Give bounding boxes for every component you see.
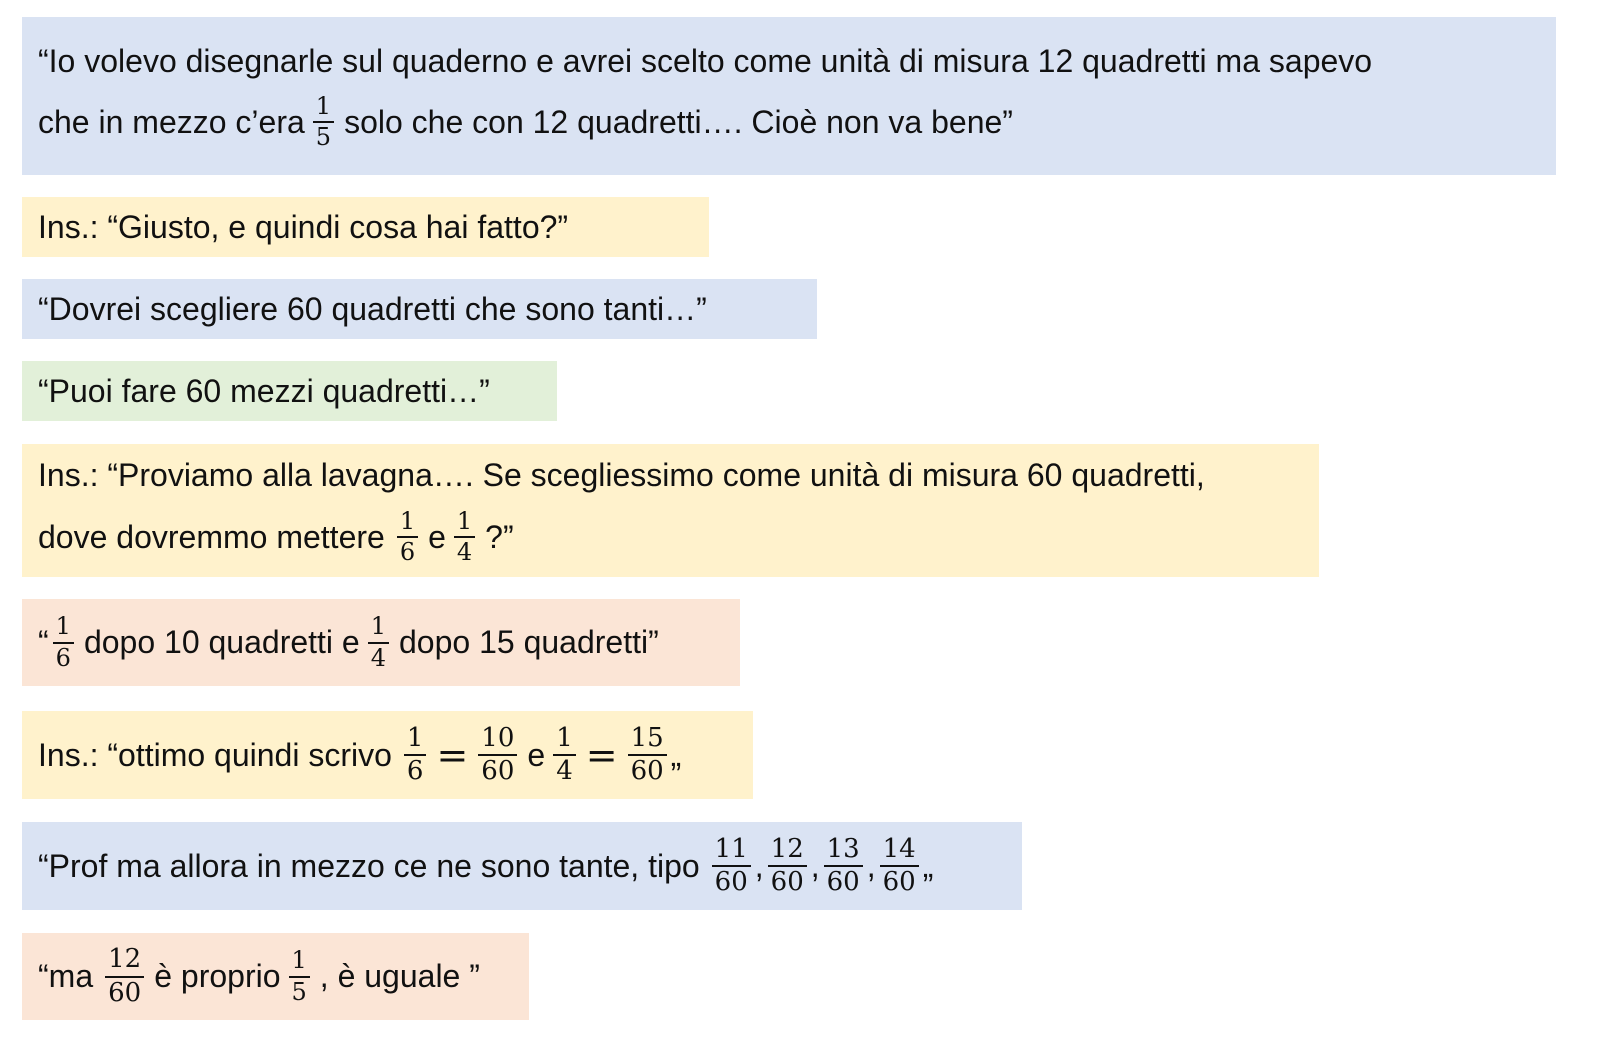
fraction <box>53 614 74 670</box>
fraction-numerator: 15 <box>628 725 667 756</box>
dialogue-text: Ins.: “ottimo quindi scrivo <box>38 736 392 773</box>
fraction-denominator: 6 <box>55 643 71 672</box>
dialogue-line-1 <box>22 17 1556 175</box>
dialogue-text: solo che con 12 quadretti…. Cioè non va bene” <box>344 103 1013 140</box>
fraction-denominator: 4 <box>556 756 573 786</box>
fraction-denominator: 4 <box>456 538 473 566</box>
fraction-denominator: 60 <box>770 867 804 897</box>
fraction-numerator: 1 <box>53 614 74 643</box>
dialogue-line-6 <box>22 599 740 686</box>
dialogue-line-5-row-2 <box>38 500 1303 574</box>
fraction <box>404 722 427 786</box>
fraction <box>712 833 751 897</box>
fraction <box>478 722 517 786</box>
dialogue-line-5 <box>22 444 1319 577</box>
dialogue-text: “Io volevo disegnarle sul quaderno e avrei scelto come unità di misura 12 quadretti ma sapevo <box>38 42 1373 79</box>
dialogue-text: “Prof ma allora in mezzo ce ne sono tante, tipo <box>38 847 700 884</box>
fraction <box>880 833 919 897</box>
fraction-denominator: 6 <box>406 756 424 786</box>
dialogue-text: dopo 10 quadretti e <box>83 624 360 660</box>
dialogue-line-9 <box>22 933 529 1020</box>
dialogue-text: è proprio <box>154 958 281 994</box>
dialogue-line-4 <box>22 361 557 421</box>
comma: , <box>866 847 876 884</box>
comma: , <box>810 847 820 884</box>
comma: , <box>754 847 764 884</box>
dialogue-line-8 <box>22 822 1022 910</box>
closing-quote: „ <box>670 736 682 773</box>
fraction-numerator: 1 <box>313 94 334 123</box>
fraction <box>105 946 144 1007</box>
fraction <box>824 833 863 897</box>
dialogue-text: “Dovrei scegliere 60 quadretti che sono tanti…” <box>38 290 707 327</box>
dialogue-text: dopo 15 quadretti” <box>399 624 659 660</box>
dialogue-line-1-row-2 <box>38 87 1540 157</box>
dialogue-text: “ma <box>38 958 94 994</box>
dialogue-text: Ins.: “Proviamo alla lavagna…. Se scegliessimo come unità di misura 60 quadretti, <box>38 456 1205 493</box>
fraction <box>768 833 807 897</box>
dialogue-line-3 <box>22 279 817 339</box>
dialogue-line-1-row-1 <box>38 35 1540 87</box>
dialogue-text: , è uguale ” <box>319 958 480 994</box>
dialogue-text: dove dovremmo mettere <box>38 518 385 555</box>
equals-sign: = <box>436 733 469 777</box>
fraction-numerator: 11 <box>712 836 751 867</box>
fraction-denominator: 60 <box>108 977 142 1008</box>
fraction <box>628 722 667 786</box>
dialogue-text: che in mezzo c’era <box>38 103 305 140</box>
dialogue-text: “ <box>38 624 49 660</box>
fraction-denominator: 60 <box>714 867 748 897</box>
fraction-numerator: 10 <box>478 725 517 756</box>
fraction-denominator: 60 <box>826 867 860 897</box>
fraction-denominator: 60 <box>481 756 515 786</box>
fraction <box>313 91 334 151</box>
dialogue-line-7 <box>22 711 753 799</box>
dialogue-text: Ins.: “Giusto, e quindi cosa hai fatto?” <box>38 208 569 245</box>
fraction-numerator: 14 <box>880 836 919 867</box>
fraction <box>289 948 310 1004</box>
fraction-numerator: 1 <box>404 725 427 756</box>
fraction-denominator: 5 <box>291 977 307 1006</box>
fraction-numerator: 1 <box>368 614 389 643</box>
fraction <box>397 506 418 566</box>
fraction <box>368 614 389 670</box>
dialogue-text: “Puoi fare 60 mezzi quadretti…” <box>38 372 490 409</box>
fraction-numerator: 1 <box>454 509 475 538</box>
dialogue-text: e <box>428 518 446 555</box>
fraction-denominator: 5 <box>315 123 332 151</box>
dialogue-line-5-row-1 <box>38 450 1303 500</box>
fraction-denominator: 60 <box>630 756 664 786</box>
equals-sign: = <box>585 733 618 777</box>
closing-quote: „ <box>922 847 934 884</box>
fraction-numerator: 1 <box>397 509 418 538</box>
fraction <box>454 506 475 566</box>
fraction-numerator: 1 <box>553 725 576 756</box>
fraction-denominator: 4 <box>370 643 386 672</box>
fraction-numerator: 1 <box>289 948 310 977</box>
fraction-numerator: 12 <box>105 946 144 977</box>
dialogue-text: e <box>527 736 546 773</box>
fraction-numerator: 12 <box>768 836 807 867</box>
fraction-denominator: 60 <box>882 867 916 897</box>
dialogue-line-2 <box>22 197 709 257</box>
fraction-numerator: 13 <box>824 836 863 867</box>
fraction <box>553 722 576 786</box>
dialogue-text: ?” <box>485 518 514 555</box>
fraction-denominator: 6 <box>399 538 416 566</box>
